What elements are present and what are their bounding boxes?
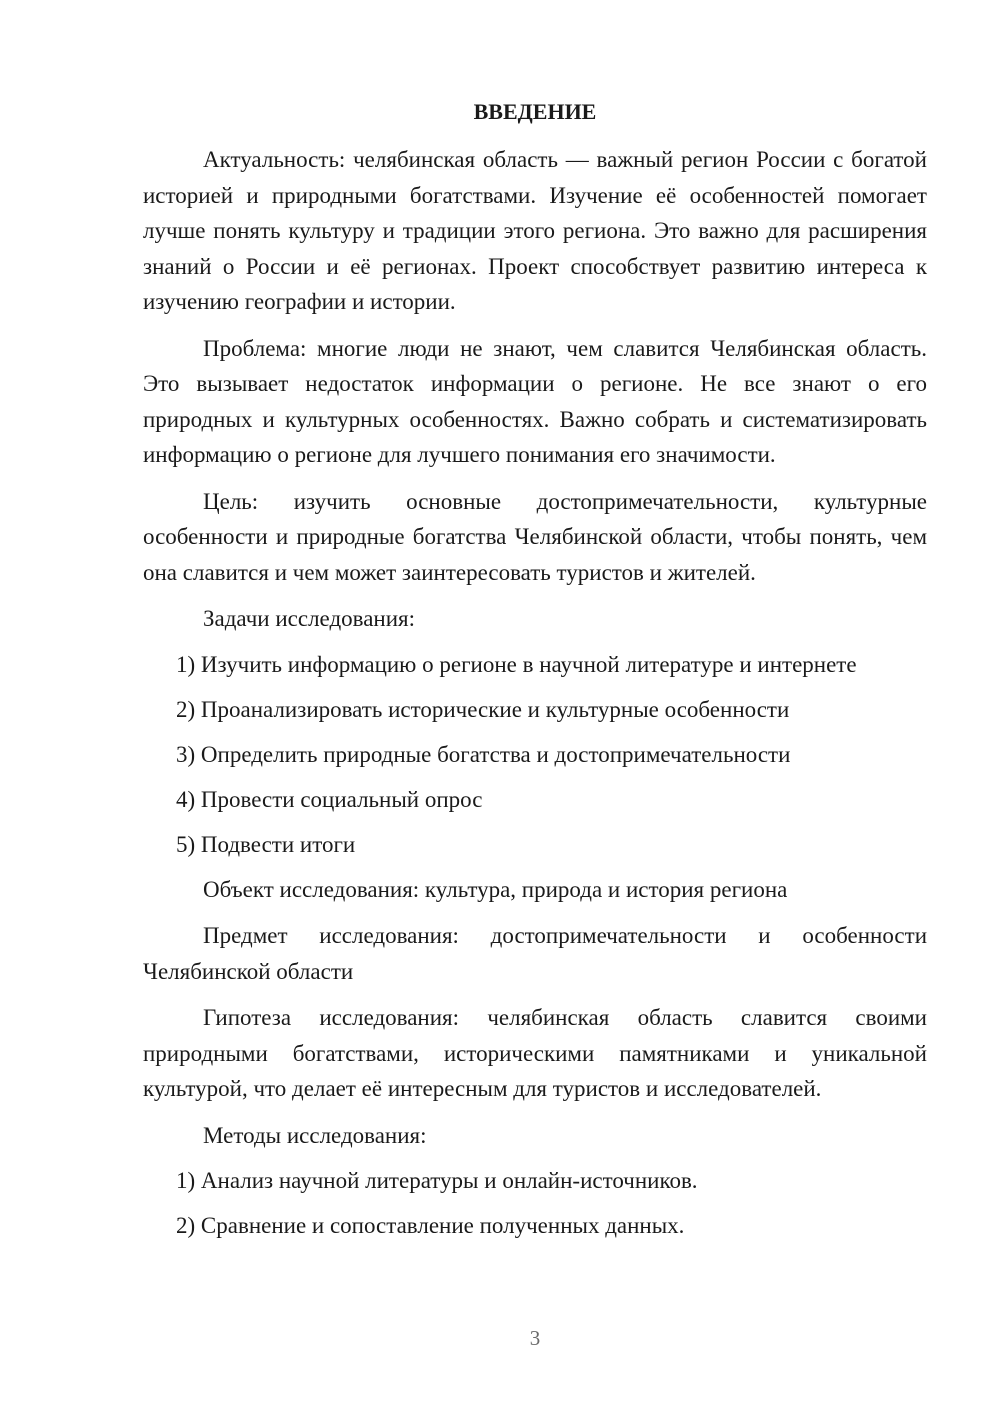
goal-paragraph: Цель: изучить основные достопримечательности, культурные особенности и природные богатства Челябинской области, чтобы понять, чем она славится и чем может заинтересовать туристов и жителей. — [143, 488, 927, 585]
page-number: 3 — [529, 1326, 541, 1350]
relevance-paragraph: Актуальность: челябинская область — важный регион России с богатой историей и природными богатствами. Изучение её особенностей помогает лучше понять культуру и традиции этого региона. Это важно для расширения знаний о России и её регионах. Проект способствует развитию интереса к изучению географии и истории. — [143, 147, 927, 314]
method-item: 1) Анализ научной литературы и онлайн-источников. — [176, 1168, 698, 1193]
methods-heading: Методы исследования: — [203, 1122, 427, 1148]
task-item: 2) Проанализировать исторические и культурные особенности — [176, 696, 790, 722]
subject-paragraph: Предмет исследования: достопримечательности и особенности Челябинской области — [143, 923, 927, 984]
object-paragraph: Объект исследования: культура, природа и история региона — [203, 876, 788, 902]
tasks-heading: Задачи исследования: — [203, 606, 416, 631]
section-title: ВВЕДЕНИЕ — [473, 99, 597, 124]
task-item: 3) Определить природные богатства и достопримечательности — [176, 741, 791, 767]
task-item: 5) Подвести итоги — [176, 831, 356, 857]
document-body — [143, 94, 927, 1253]
problem-paragraph: Проблема: многие люди не знают, чем славится Челябинская область. Это вызывает недостаток информации о регионе. Не все знают о его природных и культурных особенностях. Важно собрать и систематизировать информацию о регионе для лучшего понимания его значимости. — [143, 335, 927, 467]
task-item: 1) Изучить информацию о регионе в научной литературе и интернете — [176, 651, 857, 677]
method-item: 2) Сравнение и сопоставление полученных данных. — [176, 1213, 685, 1238]
methods-list — [143, 1163, 927, 1243]
task-item: 4) Провести социальный опрос — [176, 786, 483, 812]
hypothesis-paragraph: Гипотеза исследования: челябинская область славится своими природными богатствами, историческими памятниками и уникальной культурой, что делает её интересным для туристов и исследователей. — [143, 1005, 927, 1101]
tasks-list — [143, 647, 927, 862]
